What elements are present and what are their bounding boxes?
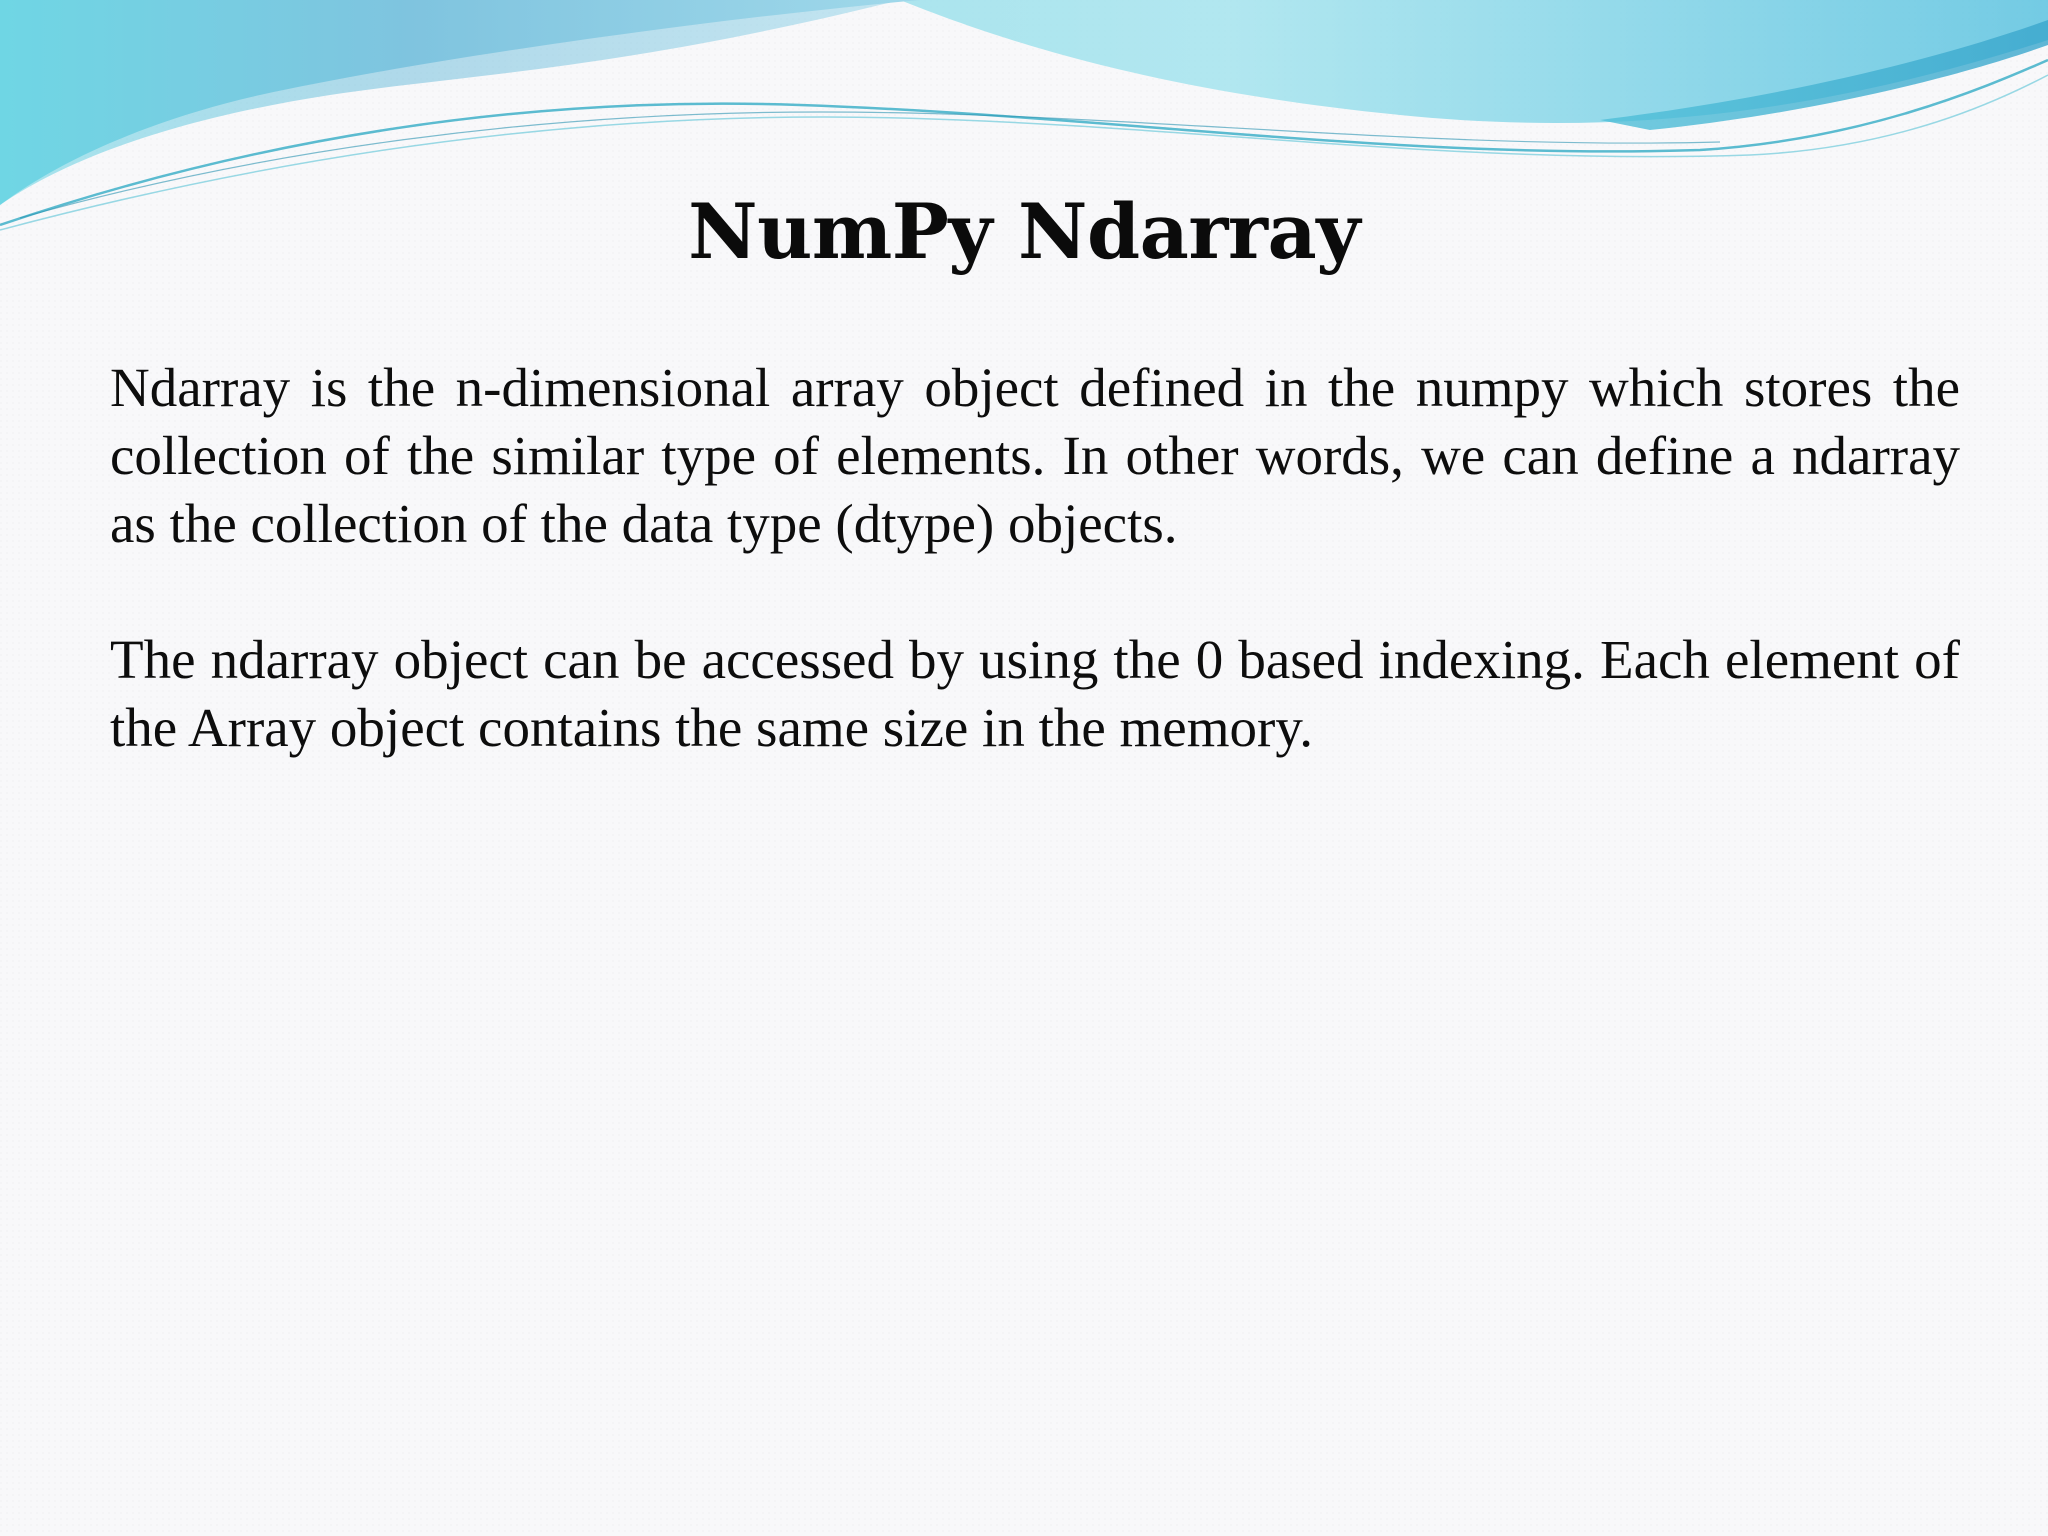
slide-title: NumPy Ndarray	[688, 187, 1360, 276]
body-paragraph-2: The ndarray object can be accessed by using the 0 based indexing. Each element of the Array object contains the same size in the memory.	[110, 629, 1960, 758]
body-paragraph-1: Ndarray is the n-dimensional array object defined in the numpy which stores the collection of the similar type of elements. In other words, we can define a ndarray as the collection of the data type (dtype) objects.	[110, 357, 1960, 554]
